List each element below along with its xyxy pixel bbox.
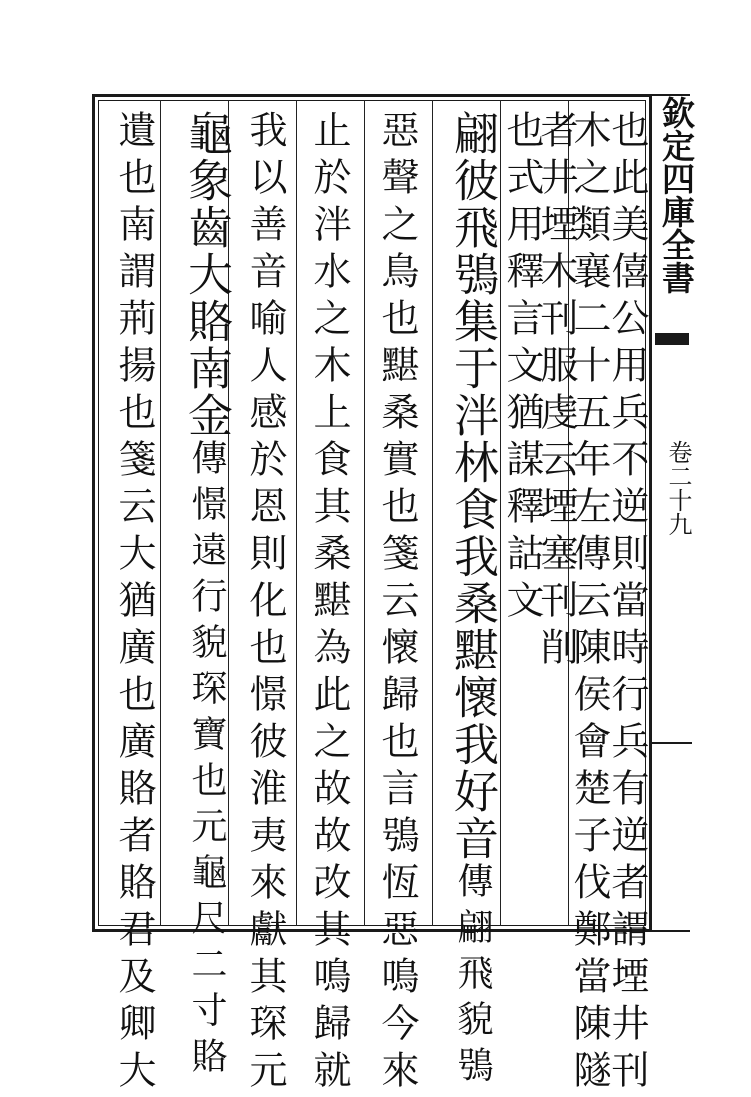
verse-text: 翩彼飛鴞集于泮林食我桑黮懷我好音 bbox=[446, 110, 499, 862]
text-column-1: 也此美僖公用兵不逆則當時行兵有逆者謂堙井刊 bbox=[605, 110, 649, 1097]
verse-text: 龜象齒大賂南金 bbox=[180, 110, 233, 439]
text-column-8: 我以善音喻人感於恩則化也憬彼淮夷來獻其琛元 bbox=[243, 110, 287, 1097]
text-column-4: 也式用釋言文猶謀釋詁文 bbox=[500, 110, 544, 627]
gutter-tick bbox=[652, 742, 692, 744]
text-column-5 bbox=[444, 110, 500, 1092]
column-divider bbox=[432, 100, 433, 926]
text-column-7: 止於泮水之木上食其桑黮為此之故故改其鳴歸就 bbox=[307, 110, 351, 1097]
text-column-2: 木之類襄二十五年左傳云陳侯會楚子伐鄭當陳隧 bbox=[567, 110, 611, 1097]
volume-label: 卷二十九 bbox=[664, 440, 692, 536]
column-divider bbox=[296, 100, 297, 926]
commentary-text: 傳憬遠行貌琛寶也元龜尺二寸賂 bbox=[186, 439, 227, 1083]
book-title: 欽定四庫全書 bbox=[657, 96, 696, 294]
text-column-3: 者井堙木刊服虔云堙塞刊削 bbox=[534, 110, 578, 674]
column-divider bbox=[364, 100, 365, 926]
column-divider bbox=[160, 100, 161, 926]
gutter-bottom-rule bbox=[652, 930, 690, 932]
commentary-text: 傳翩飛貌鴞 bbox=[452, 862, 493, 1092]
text-column-6: 惡聲之鳥也黮桑實也箋云懷歸也言鴞恆惡鳴今來 bbox=[375, 110, 419, 1097]
text-column-9 bbox=[178, 110, 234, 1083]
fish-tail-mark bbox=[655, 333, 689, 345]
text-column-10: 遺也南謂荊揚也箋云大猶廣也廣賂者賂君及卿大 bbox=[112, 110, 156, 1097]
